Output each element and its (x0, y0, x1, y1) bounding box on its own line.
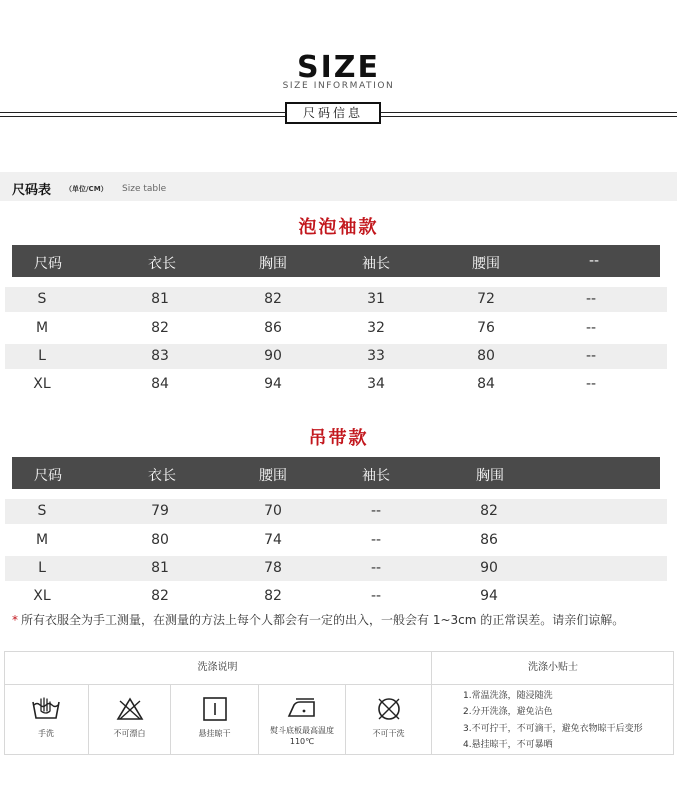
length-cell: 80 (151, 532, 169, 548)
wash-icon-label: 悬挂晾干 (198, 729, 231, 738)
length-cell: 82 (151, 588, 169, 604)
sleeve-cell: 33 (367, 348, 385, 364)
header-rule-left (0, 112, 285, 113)
wash-tip: 1.常温洗涤，随浸随洗 (463, 691, 553, 701)
waist-cell: 82 (264, 588, 282, 604)
sleeve-cell: 32 (367, 320, 385, 336)
strap-table-header (12, 457, 660, 489)
size-cell: XL (33, 376, 51, 392)
strap-col-waist: 腰围 (259, 468, 287, 484)
note-star: * (12, 613, 18, 627)
size-table-title: 尺码表 (12, 183, 52, 198)
sleeve-cell: 31 (367, 291, 385, 307)
length-cell: 81 (151, 560, 169, 576)
extra-cell: -- (585, 348, 597, 364)
strap-table-row (5, 499, 667, 524)
size-cell: L (38, 348, 46, 364)
wash-icon-label: 手洗 (38, 729, 54, 738)
chest-cell: 82 (480, 503, 498, 519)
puff-table-row (5, 316, 667, 341)
strap-col-size: 尺码 (34, 468, 62, 484)
wash-tips-list (463, 688, 643, 753)
length-cell: 82 (151, 320, 169, 336)
size-info-label: 尺码信息 (285, 102, 381, 124)
wash-icon-label: 熨斗底板最高温度110℃ (270, 726, 334, 746)
extra-cell: -- (585, 320, 597, 336)
header-rule-right (381, 112, 677, 113)
waist-cell: 72 (477, 291, 495, 307)
size-subtitle: SIZE INFORMATION (282, 81, 395, 91)
size-cell: S (37, 503, 47, 519)
strap-col-sleeve: 袖长 (362, 468, 390, 484)
waist-cell: 80 (477, 348, 495, 364)
extra-cell: -- (585, 291, 597, 307)
wash-icon-label: 不可干洗 (372, 729, 405, 738)
no-bleach-icon (115, 696, 145, 722)
wash-icon-label: 不可漂白 (113, 729, 146, 738)
wash-icon-cell (259, 684, 345, 754)
size-cell: XL (33, 588, 51, 604)
chest-cell: 94 (480, 588, 498, 604)
waist-cell: 74 (264, 532, 282, 548)
header-rule-left-2 (0, 116, 285, 117)
measurement-note (12, 611, 624, 628)
chest-cell: 86 (264, 320, 282, 336)
length-cell: 81 (151, 291, 169, 307)
length-cell: 83 (151, 348, 169, 364)
size-cell: S (37, 291, 47, 307)
waist-cell: 84 (477, 376, 495, 392)
puff-table-row (5, 344, 667, 369)
size-cell: L (38, 560, 46, 576)
puff-col-chest: 胸围 (259, 256, 287, 272)
waist-cell: 70 (264, 503, 282, 519)
iron-icon (286, 696, 318, 720)
size-cell: M (35, 532, 49, 548)
size-cell: M (35, 320, 49, 336)
size-table-unit: （单位/CM） (65, 185, 108, 193)
strap-col-chest: 胸围 (476, 468, 504, 484)
puff-table-header (12, 245, 660, 277)
puff-sleeve-title: 泡泡袖款 (298, 217, 379, 238)
length-cell: 84 (151, 376, 169, 392)
chest-cell: 90 (480, 560, 498, 576)
wash-tip: 4.悬挂晾干，不可暴晒 (463, 739, 553, 750)
chest-cell: 86 (480, 532, 498, 548)
sleeve-cell: -- (370, 532, 382, 548)
size-title: SIZE (296, 50, 380, 85)
strap-col-length: 衣长 (148, 468, 176, 484)
note-text: 所有衣服全为手工测量，在测量的方法上每个人都会有一定的出入，一般会有 1~3cm 的正常误差。请亲们谅解。 (21, 613, 625, 627)
sleeve-cell: -- (370, 503, 382, 519)
wash-icon-cell (4, 684, 88, 754)
header-rule-right-2 (381, 116, 677, 117)
puff-col-size: 尺码 (34, 256, 62, 272)
puff-col-waist: 腰围 (472, 256, 500, 272)
puff-col-length: 衣长 (148, 256, 176, 272)
wash-icon-cell (346, 684, 431, 754)
wash-tip: 3.不可拧干，不可滴干，避免衣物晾干后变形 (463, 723, 643, 734)
hand-wash-icon (31, 696, 61, 722)
strap-table-row (5, 584, 667, 609)
sleeve-cell: 34 (367, 376, 385, 392)
no-tumble-dry-icon (374, 696, 404, 722)
puff-col-sleeve: 袖长 (362, 256, 390, 272)
waist-cell: 78 (264, 560, 282, 576)
chest-cell: 82 (264, 291, 282, 307)
wash-tip: 2.分开洗涤，避免沾色 (463, 707, 553, 718)
chest-cell: 90 (264, 348, 282, 364)
wash-icon-cell (171, 684, 258, 754)
wash-icon-cell (89, 684, 170, 754)
strap-table-row (5, 556, 667, 581)
strap-style-title: 吊带款 (308, 428, 369, 449)
size-table-english: Size table (122, 184, 167, 194)
hang-dry-icon (200, 696, 230, 722)
wash-tips-header: 洗涤小贴士 (528, 662, 578, 673)
puff-table-row (5, 372, 667, 397)
puff-col-extra: -- (588, 253, 600, 269)
puff-table-row (5, 287, 667, 312)
sleeve-cell: -- (370, 588, 382, 604)
strap-table-row (5, 528, 667, 553)
chest-cell: 94 (264, 376, 282, 392)
wash-instructions-header: 洗涤说明 (197, 662, 238, 673)
extra-cell: -- (585, 376, 597, 392)
length-cell: 79 (151, 503, 169, 519)
sleeve-cell: -- (370, 560, 382, 576)
waist-cell: 76 (477, 320, 495, 336)
